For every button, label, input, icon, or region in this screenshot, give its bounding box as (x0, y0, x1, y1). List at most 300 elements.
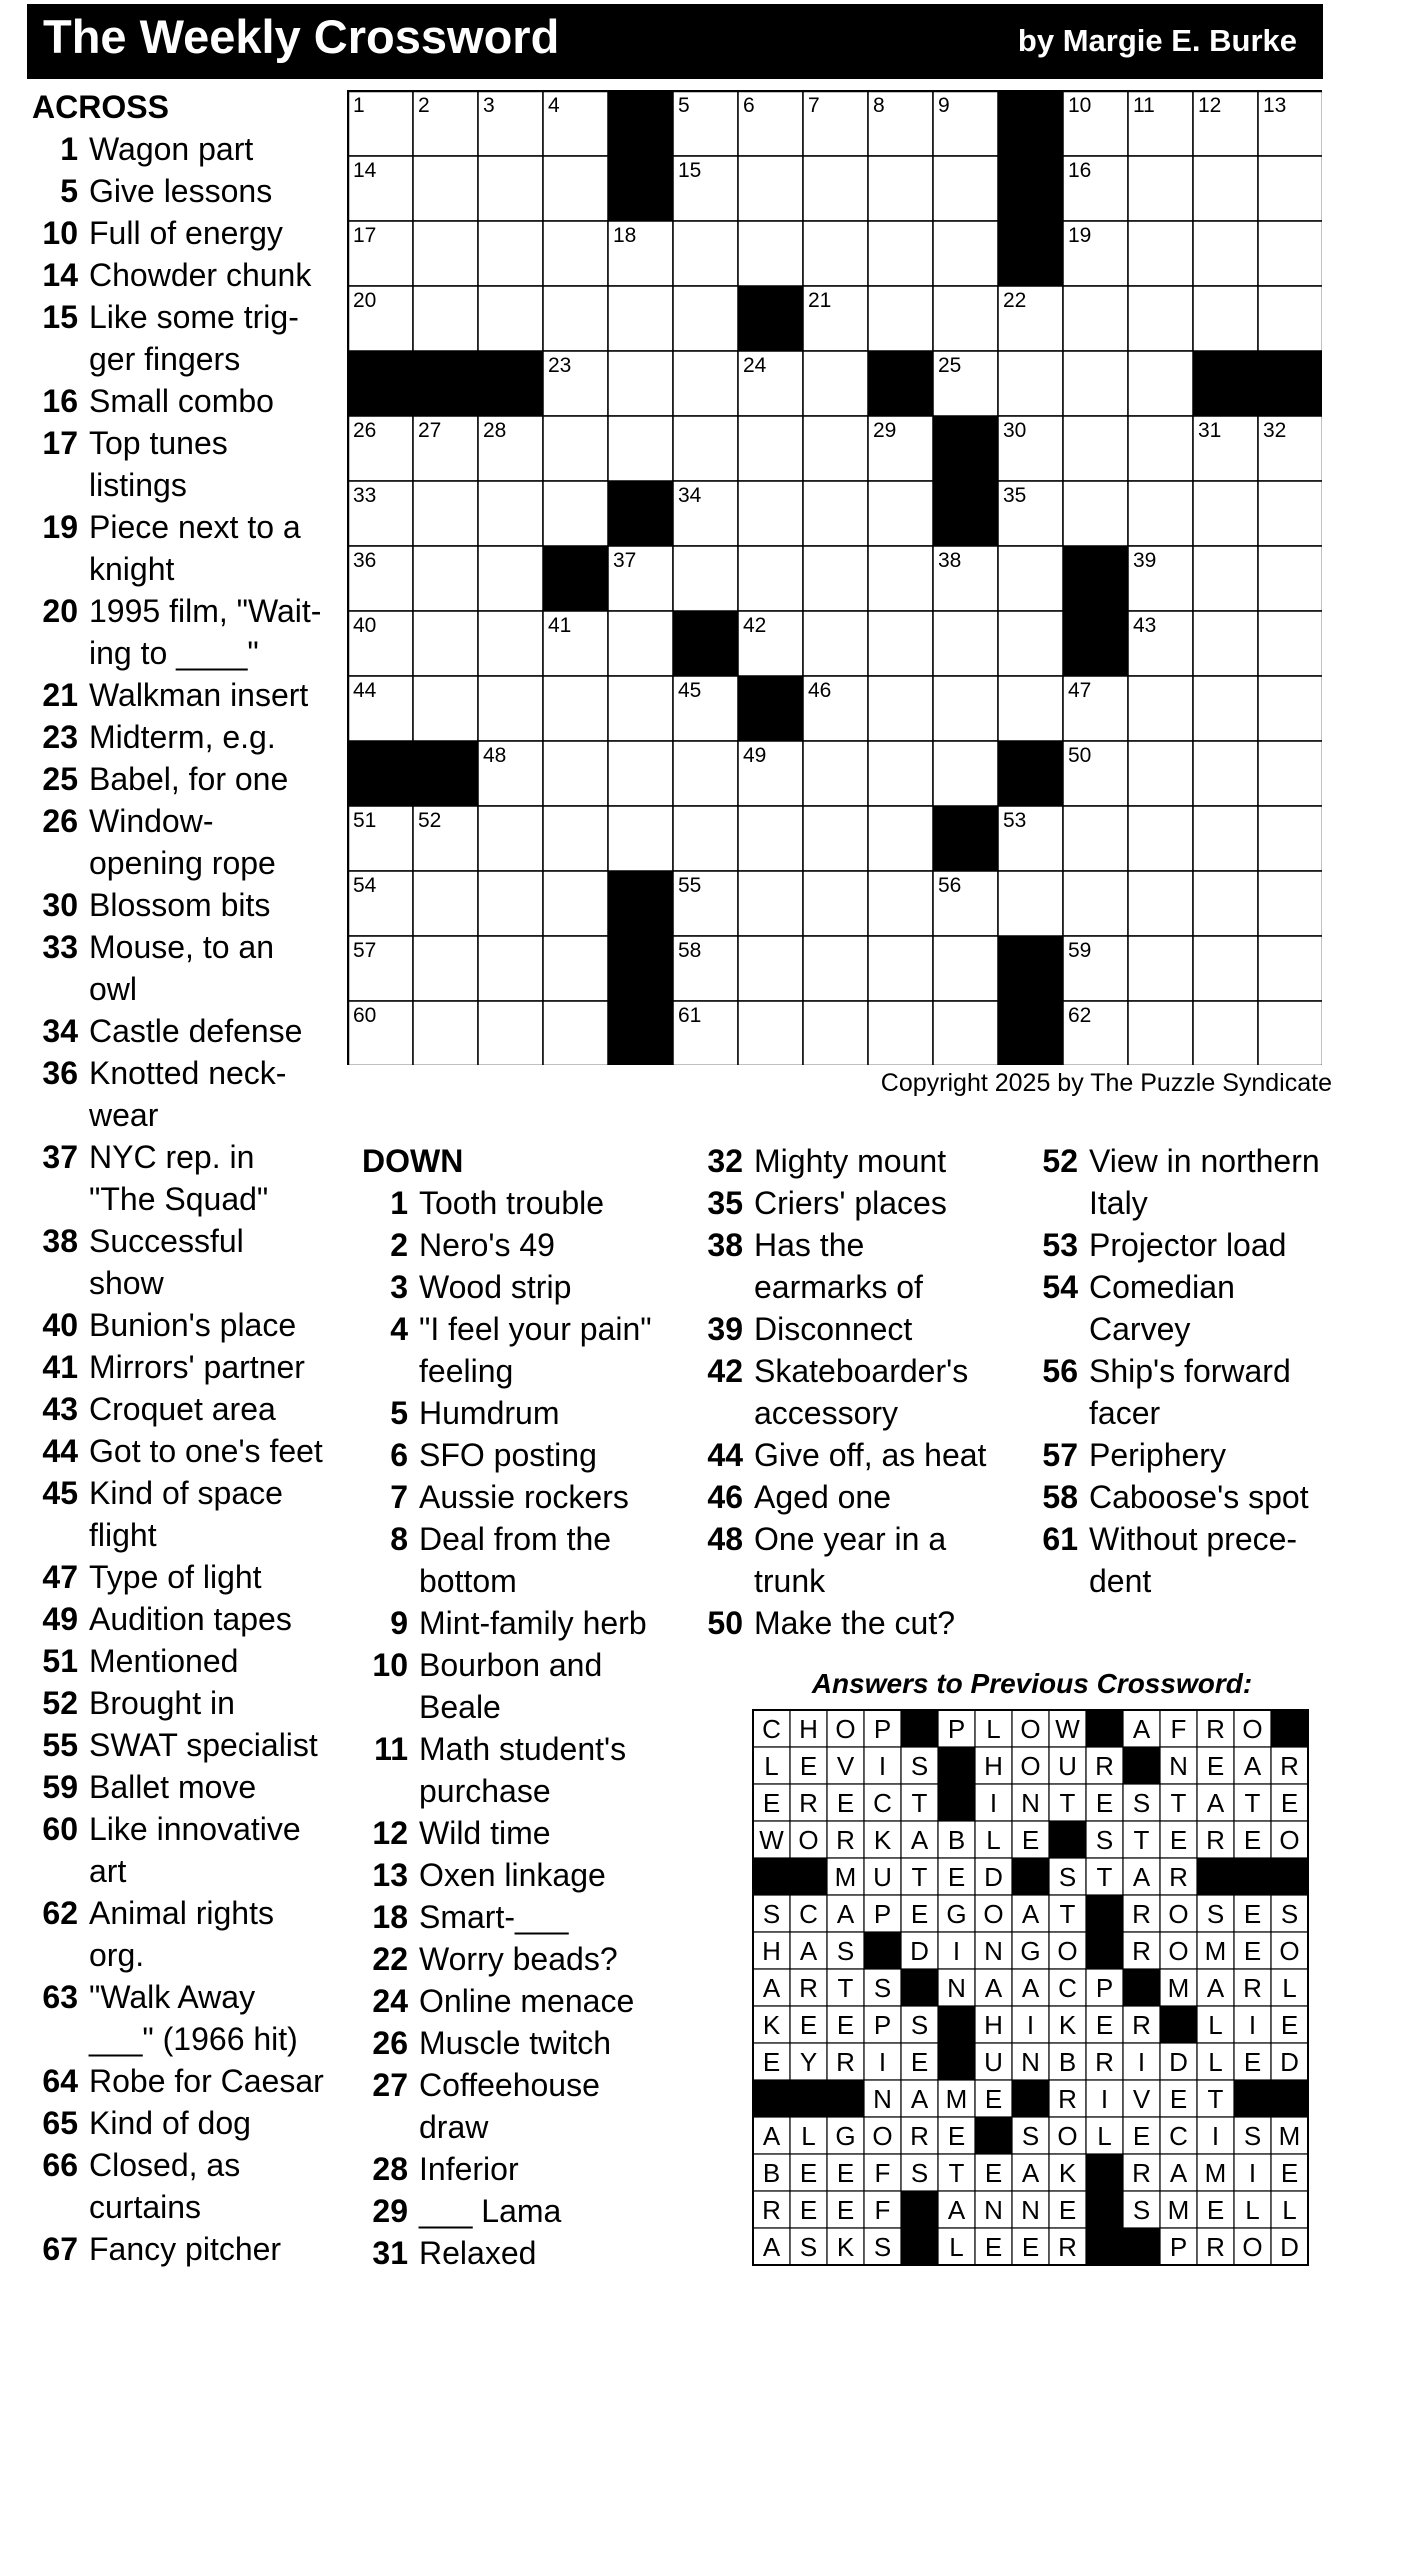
grid-cell[interactable] (1128, 936, 1193, 1001)
grid-cell[interactable] (738, 221, 803, 286)
grid-cell[interactable] (1258, 546, 1322, 611)
grid-cell[interactable] (543, 481, 608, 546)
answer-letter: L (949, 2232, 964, 2262)
answer-letter: T (1096, 1862, 1113, 1892)
grid-cell[interactable] (413, 1001, 478, 1065)
grid-cell[interactable] (1128, 1001, 1193, 1065)
grid-cell[interactable] (413, 286, 478, 351)
grid-cell[interactable] (1193, 871, 1258, 936)
grid-cell[interactable] (1128, 481, 1193, 546)
answer-letter: T (1244, 1788, 1261, 1818)
grid-cell[interactable] (1193, 546, 1258, 611)
block-cell (738, 676, 803, 741)
clue-text: Wagon part (89, 131, 254, 167)
clue (1032, 1434, 1337, 1476)
answer-letter: C (1169, 2121, 1188, 2151)
grid-cell[interactable] (673, 741, 738, 806)
down-clues (362, 1140, 680, 2274)
clue-text: Audition tapes (89, 1601, 292, 1637)
block-cell (1063, 546, 1128, 611)
grid-cell[interactable] (413, 546, 478, 611)
previous-answers-grid (752, 1709, 1312, 2269)
grid-cell[interactable] (1063, 351, 1128, 416)
grid-cell[interactable] (673, 221, 738, 286)
clue (697, 1182, 1015, 1224)
cell-number: 36 (353, 549, 377, 572)
answer-letter: E (984, 2158, 1003, 2188)
grid-cell[interactable] (1193, 741, 1258, 806)
answer-letter: R (836, 2047, 855, 2077)
answer-letter: M (1204, 2158, 1227, 2188)
grid-cell[interactable] (1193, 611, 1258, 676)
grid-cell[interactable] (413, 611, 478, 676)
cell-number: 61 (678, 1004, 702, 1027)
grid-cell[interactable] (1258, 611, 1322, 676)
answer-letter: L (1282, 1973, 1297, 2003)
grid-cell[interactable] (478, 871, 543, 936)
answer-letter: R (1095, 2047, 1114, 2077)
grid-cell[interactable] (1128, 351, 1193, 416)
answer-letter: R (1132, 1899, 1151, 1929)
clue-text: Nero's 49 (419, 1227, 555, 1263)
grid-cell[interactable] (803, 416, 868, 481)
grid-cell[interactable] (803, 611, 868, 676)
grid-cell[interactable] (478, 156, 543, 221)
answer-letter: A (984, 1973, 1003, 2003)
answer-letter: A (947, 2195, 966, 2225)
answer-letter: E (1169, 2084, 1188, 2114)
grid-cell[interactable] (608, 286, 673, 351)
grid-cell[interactable] (738, 481, 803, 546)
grid-cell[interactable] (933, 741, 998, 806)
grid-cell[interactable] (543, 806, 608, 871)
grid-cell[interactable] (998, 676, 1063, 741)
answer-letter: O (1057, 2121, 1078, 2151)
answer-letter: T (1133, 1825, 1150, 1855)
cell-number: 17 (353, 224, 377, 247)
clue-text: bottom (419, 1563, 517, 1599)
cell-number: 42 (743, 614, 767, 637)
answer-letter: Y (799, 2047, 818, 2077)
grid-cell[interactable] (478, 481, 543, 546)
clue (697, 1560, 1015, 1602)
cell-number: 18 (613, 224, 637, 247)
answer-letter: O (1168, 1899, 1189, 1929)
grid-cell[interactable] (478, 936, 543, 1001)
grid-cell[interactable] (543, 676, 608, 741)
grid-cell[interactable] (543, 1001, 608, 1065)
grid-cell[interactable] (933, 156, 998, 221)
clue-number (362, 1770, 408, 1812)
grid-cell[interactable] (478, 286, 543, 351)
clue-number (362, 1350, 408, 1392)
answer-letter: O (1057, 1936, 1078, 1966)
answer-block-cell (753, 2080, 790, 2117)
grid-cell[interactable] (933, 936, 998, 1001)
block-cell (998, 1001, 1063, 1065)
grid-cell[interactable] (803, 481, 868, 546)
grid-cell[interactable] (803, 156, 868, 221)
grid-cell[interactable] (1258, 806, 1322, 871)
grid-cell[interactable] (738, 936, 803, 1001)
grid-cell[interactable] (478, 676, 543, 741)
clue-number (1032, 1308, 1078, 1350)
answer-letter: F (1170, 1714, 1187, 1744)
answer-letter: L (801, 2121, 816, 2151)
grid-cell[interactable] (998, 871, 1063, 936)
grid-cell[interactable] (1128, 286, 1193, 351)
block-cell (933, 481, 998, 546)
answer-letter: I (1248, 2158, 1257, 2188)
grid-cell[interactable] (608, 416, 673, 481)
clue-number: 5 (60, 173, 78, 209)
clue (362, 1854, 680, 1896)
clue (32, 2060, 338, 2102)
answer-letter: M (834, 1862, 857, 1892)
grid-cell[interactable] (1258, 481, 1322, 546)
clue (362, 2022, 680, 2064)
clue-text: Full of energy (89, 215, 283, 251)
clue-text: Give lessons (89, 173, 273, 209)
clue-text: Worry beads? (419, 1941, 618, 1977)
answer-block-cell (864, 1932, 901, 1969)
cell-number: 57 (353, 939, 377, 962)
clue (32, 800, 338, 842)
clue-text: Brought in (89, 1685, 235, 1721)
grid-cell[interactable] (673, 351, 738, 416)
clue (32, 296, 338, 338)
answer-letter: B (947, 1825, 966, 1855)
grid-cell[interactable] (803, 221, 868, 286)
clue-number: 28 (372, 2151, 408, 2187)
cell-number: 21 (808, 289, 832, 312)
grid-cell[interactable] (608, 351, 673, 416)
clue (697, 1140, 1015, 1182)
grid-cell[interactable] (1193, 936, 1258, 1001)
answer-letter: L (1097, 2121, 1112, 2151)
grid-cell[interactable] (1063, 416, 1128, 481)
answer-letter: L (1282, 2195, 1297, 2225)
answer-letter: R (1095, 1751, 1114, 1781)
clue-text: Comedian (1089, 1269, 1235, 1305)
clue (362, 1938, 680, 1980)
answer-letter: N (1021, 2047, 1040, 2077)
clue (362, 2148, 680, 2190)
block-cell (998, 156, 1063, 221)
answer-block-cell (1086, 2228, 1123, 2265)
grid-cell[interactable] (543, 936, 608, 1001)
grid-cell[interactable] (738, 156, 803, 221)
clue (32, 2018, 338, 2060)
grid-cell[interactable] (413, 221, 478, 286)
grid-cell[interactable] (1258, 741, 1322, 806)
grid-cell[interactable] (868, 546, 933, 611)
cell-number: 2 (418, 94, 430, 117)
grid-cell[interactable] (413, 156, 478, 221)
grid-cell[interactable] (1063, 481, 1128, 546)
grid-cell[interactable] (1258, 871, 1322, 936)
answer-block-cell (1271, 2080, 1308, 2117)
grid-cell[interactable] (413, 871, 478, 936)
answer-letter: E (1243, 1825, 1262, 1855)
grid-cell[interactable] (933, 221, 998, 286)
clue-number: 13 (372, 1857, 408, 1893)
clue-text: Like innovative (89, 1811, 301, 1847)
clue-text: Criers' places (754, 1185, 947, 1221)
clue (32, 170, 338, 212)
clue-text: View in northern (1089, 1143, 1320, 1179)
answer-block-cell (753, 1858, 790, 1895)
grid-cell[interactable] (1258, 286, 1322, 351)
clue (32, 1136, 338, 1178)
cell-number: 5 (678, 94, 690, 117)
down-clues-continued-2 (1032, 1140, 1337, 1602)
grid-cell[interactable] (1193, 806, 1258, 871)
clue-text: Animal rights (89, 1895, 274, 1931)
answer-letter: S (1021, 2121, 1040, 2151)
cell-number: 14 (353, 159, 377, 182)
clue-text: Aged one (754, 1479, 892, 1515)
answer-letter: T (911, 1788, 928, 1818)
clue-number: 23 (42, 719, 78, 755)
clue-number: 66 (42, 2147, 78, 2183)
grid-cell[interactable] (608, 676, 673, 741)
clue (1032, 1392, 1337, 1434)
clue-text: ing to ____" (89, 635, 259, 671)
grid-cell[interactable] (543, 221, 608, 286)
grid-cell[interactable] (803, 546, 868, 611)
grid-cell[interactable] (543, 286, 608, 351)
grid-cell[interactable] (413, 676, 478, 741)
grid-cell[interactable] (738, 871, 803, 936)
grid-cell[interactable] (738, 416, 803, 481)
answer-block-cell (938, 1784, 975, 1821)
answer-letter: A (1243, 1751, 1262, 1781)
answer-block-cell (1123, 2228, 1160, 2265)
grid-cell[interactable] (1063, 286, 1128, 351)
clue (32, 758, 338, 800)
grid-cell[interactable] (998, 611, 1063, 676)
answer-block-cell (975, 2117, 1012, 2154)
cell-number: 13 (1263, 94, 1287, 117)
grid-cell[interactable] (608, 806, 673, 871)
answer-letter: N (1169, 1751, 1188, 1781)
answer-letter: P (947, 1714, 966, 1744)
grid-cell[interactable] (1128, 156, 1193, 221)
grid-cell[interactable] (1128, 741, 1193, 806)
grid-cell[interactable] (1193, 676, 1258, 741)
clue-text: Caboose's spot (1089, 1479, 1309, 1515)
answer-letter: E (984, 2232, 1003, 2262)
grid-cell[interactable] (413, 481, 478, 546)
grid-cell[interactable] (1063, 871, 1128, 936)
grid-cell[interactable] (608, 611, 673, 676)
grid-cell[interactable] (803, 1001, 868, 1065)
cell-number: 19 (1068, 224, 1092, 247)
cell-number: 22 (1003, 289, 1027, 312)
clue-number: 44 (707, 1437, 743, 1473)
answer-letter: M (1278, 2121, 1301, 2151)
cell-number: 16 (1068, 159, 1092, 182)
clue (32, 128, 338, 170)
grid-cell[interactable] (543, 741, 608, 806)
grid-cell[interactable] (478, 221, 543, 286)
answer-block-cell (1197, 1858, 1234, 1895)
clue-number: 15 (42, 299, 78, 335)
grid-cell[interactable] (478, 1001, 543, 1065)
answer-letter: O (1242, 1714, 1263, 1744)
grid-cell[interactable] (933, 1001, 998, 1065)
answer-letter: A (1132, 1862, 1151, 1892)
grid-cell[interactable] (868, 1001, 933, 1065)
clue-number: 49 (42, 1601, 78, 1637)
answer-letter: R (1132, 2010, 1151, 2040)
grid-cell[interactable] (1063, 806, 1128, 871)
grid-cell[interactable] (673, 546, 738, 611)
clue (32, 1808, 338, 1850)
clue (1032, 1308, 1337, 1350)
grid-cell[interactable] (1193, 156, 1258, 221)
grid-cell[interactable] (803, 871, 868, 936)
grid-cell[interactable] (738, 806, 803, 871)
answer-letter: E (1095, 1788, 1114, 1818)
answer-block-cell (790, 1858, 827, 1895)
clue-number: 14 (42, 257, 78, 293)
grid-cell[interactable] (868, 481, 933, 546)
clue-number: 6 (390, 1437, 408, 1473)
grid-cell[interactable] (1258, 156, 1322, 221)
clue-text: Wild time (419, 1815, 551, 1851)
grid-cell[interactable] (868, 741, 933, 806)
grid-cell[interactable] (1258, 676, 1322, 741)
grid-cell[interactable] (998, 546, 1063, 611)
grid-cell[interactable] (1128, 221, 1193, 286)
clue (362, 1980, 680, 2022)
cell-number: 34 (678, 484, 702, 507)
grid-cell[interactable] (803, 741, 868, 806)
grid-cell[interactable] (933, 676, 998, 741)
clue (1032, 1476, 1337, 1518)
cell-number: 60 (353, 1004, 377, 1027)
clue-number: 46 (707, 1479, 743, 1515)
clue-text: org. (89, 1937, 145, 1973)
answer-letter: P (873, 2010, 892, 2040)
grid-cell[interactable] (478, 806, 543, 871)
answer-letter: S (873, 2232, 892, 2262)
answer-block-cell (1086, 2154, 1123, 2191)
clue-number: 56 (1042, 1353, 1078, 1389)
clue (32, 590, 338, 632)
clue-number (32, 1934, 78, 1976)
clue (697, 1266, 1015, 1308)
clue-number: 45 (42, 1475, 78, 1511)
clue-number: 50 (707, 1605, 743, 1641)
grid-cell[interactable] (1193, 286, 1258, 351)
grid-cell[interactable] (478, 611, 543, 676)
grid-cell[interactable] (673, 806, 738, 871)
grid-cell[interactable] (803, 936, 868, 1001)
answer-letter: E (984, 2084, 1003, 2114)
cell-number: 47 (1068, 679, 1092, 702)
grid-cell[interactable] (1128, 806, 1193, 871)
clue-text: art (89, 1853, 127, 1889)
answer-letter: P (1095, 1973, 1114, 2003)
grid-cell[interactable] (1193, 221, 1258, 286)
grid-cell[interactable] (478, 546, 543, 611)
grid-cell[interactable] (543, 871, 608, 936)
answer-letter: E (1132, 2121, 1151, 2151)
grid-cell[interactable] (868, 611, 933, 676)
answer-block-cell (1012, 2080, 1049, 2117)
clue-text: Projector load (1089, 1227, 1287, 1263)
grid-cell[interactable] (868, 936, 933, 1001)
clue-text: Fancy pitcher (89, 2231, 282, 2267)
answer-letter: I (1100, 2084, 1109, 2114)
grid-cell[interactable] (868, 221, 933, 286)
grid-cell[interactable] (1193, 481, 1258, 546)
clue-text: Make the cut? (754, 1605, 955, 1641)
grid-cell[interactable] (803, 351, 868, 416)
clue (32, 2186, 338, 2228)
answer-letter: S (836, 1936, 855, 1966)
grid-cell[interactable] (413, 936, 478, 1001)
grid-cell[interactable] (1258, 221, 1322, 286)
grid-cell[interactable] (1128, 871, 1193, 936)
grid-cell[interactable] (673, 416, 738, 481)
grid-cell[interactable] (998, 351, 1063, 416)
grid-cell[interactable] (543, 156, 608, 221)
grid-cell[interactable] (738, 546, 803, 611)
grid-cell[interactable] (1258, 936, 1322, 1001)
grid-cell[interactable] (933, 286, 998, 351)
grid-cell[interactable] (1128, 416, 1193, 481)
block-cell (608, 936, 673, 1001)
grid-cell[interactable] (1193, 1001, 1258, 1065)
answer-letter: L (986, 1714, 1001, 1744)
cell-number: 50 (1068, 744, 1092, 767)
grid-cell[interactable] (868, 286, 933, 351)
grid-cell[interactable] (673, 286, 738, 351)
grid-cell[interactable] (1128, 676, 1193, 741)
answer-letter: L (764, 1751, 779, 1781)
answer-letter: E (1021, 1825, 1040, 1855)
grid-cell[interactable] (1258, 1001, 1322, 1065)
grid-cell[interactable] (933, 611, 998, 676)
grid-cell[interactable] (608, 741, 673, 806)
clue (362, 1560, 680, 1602)
grid-cell[interactable] (738, 1001, 803, 1065)
answer-letter: R (1058, 2232, 1077, 2262)
grid-cell[interactable] (868, 156, 933, 221)
clue-text: Bunion's place (89, 1307, 297, 1343)
clue-number: 47 (42, 1559, 78, 1595)
answer-letter: D (1280, 2232, 1299, 2262)
grid-cell[interactable] (868, 676, 933, 741)
grid-cell[interactable] (868, 871, 933, 936)
clue-number: 3 (390, 1269, 408, 1305)
grid-cell[interactable] (868, 806, 933, 871)
answer-letter: E (1243, 1899, 1262, 1929)
answer-letter: A (1021, 1899, 1040, 1929)
cell-number: 15 (678, 159, 702, 182)
answer-letter: P (873, 1899, 892, 1929)
answer-letter: H (984, 2010, 1003, 2040)
grid-cell[interactable] (543, 416, 608, 481)
answer-letter: R (1132, 2158, 1151, 2188)
clue-text: Castle defense (89, 1013, 303, 1049)
grid-cell[interactable] (803, 806, 868, 871)
answer-block-cell (1271, 1858, 1308, 1895)
